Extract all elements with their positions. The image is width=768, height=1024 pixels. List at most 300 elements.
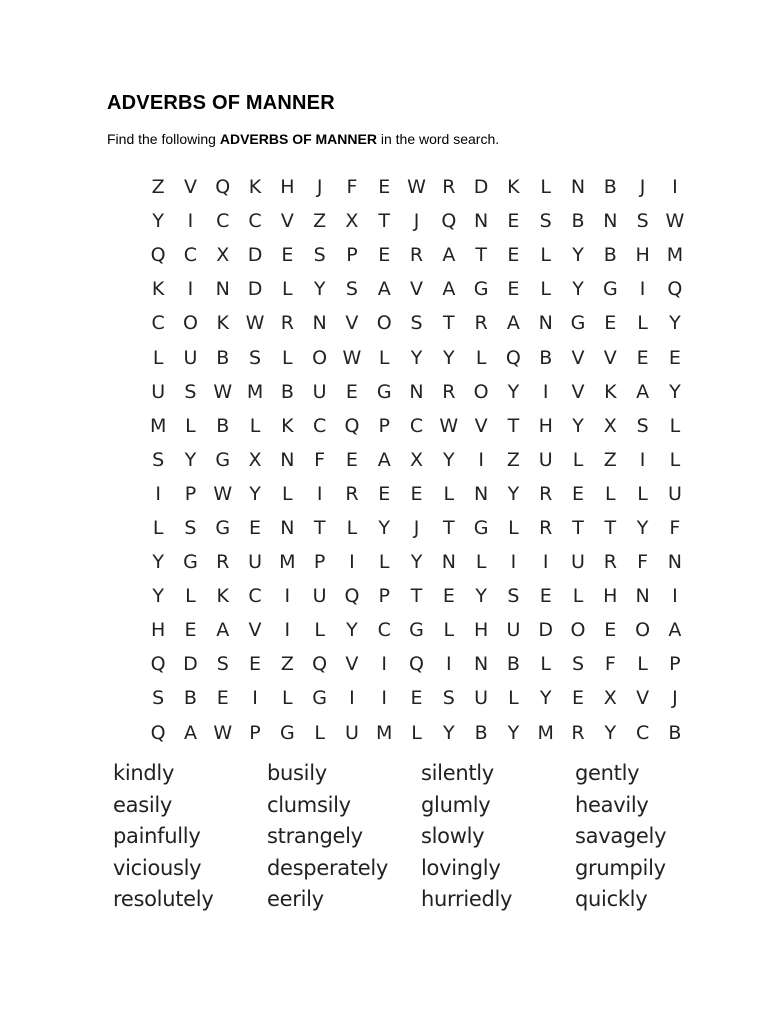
grid-letter: V <box>410 278 424 301</box>
grid-letter: R <box>345 482 359 505</box>
grid-letter: U <box>538 448 553 471</box>
grid-letter: I <box>510 551 517 574</box>
grid-letter: S <box>152 687 165 710</box>
word-list <box>113 758 729 916</box>
grid-letter: N <box>280 516 295 539</box>
grid-letter: Q <box>505 346 521 369</box>
grid-letter: L <box>152 516 164 539</box>
grid-letter: A <box>442 278 456 301</box>
word-list-item: eerily <box>267 887 324 912</box>
grid-letter: R <box>409 244 424 267</box>
grid-letter: L <box>411 721 422 744</box>
grid-letter: Q <box>312 653 328 676</box>
grid-letter: K <box>604 380 617 403</box>
grid-letter: N <box>215 278 230 301</box>
grid-letter: L <box>378 551 390 574</box>
grid-letter: N <box>474 482 489 505</box>
grid-letter: T <box>378 210 391 233</box>
grid-letter: F <box>314 448 326 471</box>
grid-letter: H <box>538 414 553 437</box>
word-list-item: slowly <box>421 824 485 849</box>
grid-letter: J <box>413 516 420 539</box>
grid-letter: Y <box>636 516 649 539</box>
grid-letter: Q <box>441 210 457 233</box>
grid-letter: Y <box>410 346 423 369</box>
grid-letter: Y <box>539 687 552 710</box>
grid-letter: I <box>639 448 646 471</box>
grid-letter: R <box>571 721 585 744</box>
grid-letter: Y <box>443 346 455 369</box>
grid-letter: S <box>636 414 649 437</box>
grid-letter: S <box>410 312 423 335</box>
grid-letter: Y <box>475 585 487 608</box>
grid-letter: E <box>345 448 358 471</box>
grid-letter: U <box>248 551 262 574</box>
grid-letter: P <box>249 721 261 744</box>
grid-letter: B <box>539 346 553 369</box>
grid-letter: U <box>506 619 521 642</box>
grid-letter: Z <box>280 653 294 676</box>
grid-letter: E <box>572 687 585 710</box>
grid-letter: K <box>216 585 229 608</box>
page-title: ADVERBS OF MANNER <box>107 92 335 114</box>
grid-letter: R <box>442 176 456 199</box>
grid-letter: T <box>443 312 455 335</box>
grid-letter: S <box>571 653 585 676</box>
grid-letter: B <box>183 687 197 710</box>
grid-letter: I <box>349 687 355 710</box>
grid-letter: L <box>249 414 261 437</box>
grid-letter: E <box>410 482 423 505</box>
instructions <box>107 131 499 147</box>
grid-letter: L <box>443 482 455 505</box>
grid-letter: P <box>346 244 358 267</box>
grid-letter: X <box>603 687 617 710</box>
grid-letter: E <box>249 516 262 539</box>
grid-letter: A <box>442 244 456 267</box>
grid-letter: F <box>604 653 616 676</box>
grid-letter: E <box>668 346 681 369</box>
grid-letter: A <box>377 278 391 301</box>
grid-letter: K <box>248 176 262 199</box>
grid-letter: V <box>345 312 359 335</box>
grid-letter: O <box>473 380 489 403</box>
grid-letter: C <box>635 721 650 744</box>
grid-letter: L <box>637 312 648 335</box>
grid-letter: F <box>346 176 358 199</box>
grid-letter: B <box>571 210 585 233</box>
grid-letter: S <box>184 516 197 539</box>
grid-letter: Y <box>346 619 358 642</box>
grid-letter: L <box>282 687 293 710</box>
grid-letter: F <box>669 516 681 539</box>
grid-letter: V <box>571 346 585 369</box>
grid-letter: I <box>446 653 452 676</box>
grid-letter: V <box>183 176 197 199</box>
grid-letter: F <box>637 551 649 574</box>
grid-letter: X <box>345 210 359 233</box>
grid-letter: V <box>280 210 294 233</box>
word-list-item: viciously <box>113 855 202 880</box>
grid-letter: G <box>279 721 295 744</box>
grid-letter: R <box>280 312 294 335</box>
word-list-item: busily <box>267 761 327 785</box>
word-list-item: grumpily <box>575 855 666 880</box>
grid-letter: S <box>442 687 455 710</box>
grid-letter: N <box>280 448 295 471</box>
word-list-item: painfully <box>113 824 201 849</box>
grid-letter: L <box>669 448 681 471</box>
word-search-grid <box>142 170 691 750</box>
grid-letter: T <box>410 585 423 608</box>
grid-letter: Q <box>667 278 683 301</box>
grid-letter: L <box>185 414 196 437</box>
grid-letter: H <box>603 585 618 608</box>
grid-letter: X <box>603 414 617 437</box>
grid-letter: S <box>507 585 520 608</box>
grid-letter: Y <box>507 380 520 403</box>
grid-letter: O <box>570 619 586 642</box>
grid-letter: S <box>184 380 197 403</box>
grid-letter: W <box>342 346 362 369</box>
grid-letter: P <box>378 585 390 608</box>
grid-letter: K <box>281 414 294 437</box>
word-list-item: quickly <box>575 887 648 912</box>
grid-letter: Y <box>604 721 617 744</box>
grid-letter: V <box>571 380 585 403</box>
grid-letter: W <box>213 721 233 744</box>
grid-letter: B <box>668 721 682 744</box>
grid-letter: T <box>475 244 487 267</box>
grid-letter: Q <box>150 653 166 676</box>
grid-letter: L <box>637 482 648 505</box>
word-list-item: hurriedly <box>421 887 513 912</box>
grid-letter: Q <box>215 176 231 199</box>
grid-letter: L <box>378 346 390 369</box>
grid-letter: K <box>151 278 165 301</box>
grid-letter: L <box>637 653 648 676</box>
word-list-item: kindly <box>113 761 175 785</box>
grid-letter: Y <box>507 482 520 505</box>
grid-letter: E <box>410 687 423 710</box>
grid-letter: Q <box>344 414 360 437</box>
grid-letter: G <box>473 278 489 301</box>
grid-letter: T <box>443 516 455 539</box>
grid-letter: H <box>473 619 489 642</box>
grid-letter: W <box>213 380 233 403</box>
grid-letter: W <box>439 414 459 437</box>
grid-letter: V <box>603 346 617 369</box>
grid-letter: A <box>636 380 650 403</box>
grid-letter: I <box>672 585 678 608</box>
grid-letter: G <box>215 448 231 471</box>
grid-letter: C <box>377 619 391 642</box>
grid-letter: Y <box>572 414 584 437</box>
grid-letter: G <box>570 312 586 335</box>
grid-letter: M <box>537 721 554 744</box>
grid-letter: I <box>155 482 161 505</box>
word-list-item: savagely <box>575 824 667 849</box>
instructions-prefix: Find the following <box>107 131 220 147</box>
grid-letter: Z <box>151 176 165 199</box>
grid-letter: E <box>378 244 391 267</box>
grid-letter: G <box>602 278 618 301</box>
grid-letter: M <box>666 244 684 267</box>
grid-letter: Y <box>443 721 455 744</box>
grid-letter: G <box>409 619 424 642</box>
grid-letter: R <box>474 312 488 335</box>
grid-letter: E <box>345 380 358 403</box>
grid-letter: E <box>378 176 391 199</box>
grid-letter: D <box>183 653 198 676</box>
grid-letter: Y <box>572 278 584 301</box>
grid-letter: Y <box>313 278 326 301</box>
grid-letter: E <box>249 653 262 676</box>
grid-letter: L <box>572 448 584 471</box>
grid-letter: A <box>506 312 520 335</box>
grid-letter: K <box>507 176 520 199</box>
grid-letter: W <box>407 176 426 199</box>
grid-letter: L <box>669 414 681 437</box>
word-list-item: gently <box>575 761 640 785</box>
grid-letter: L <box>540 653 551 676</box>
grid-letter: B <box>474 721 488 744</box>
grid-letter: E <box>507 244 520 267</box>
grid-letter: L <box>185 585 196 608</box>
grid-letter: B <box>506 653 520 676</box>
grid-letter: K <box>216 312 229 335</box>
grid-letter: A <box>216 619 230 642</box>
grid-letter: B <box>216 346 230 369</box>
grid-letter: N <box>635 585 650 608</box>
grid-letter: B <box>216 414 230 437</box>
grid-letter: R <box>539 482 553 505</box>
grid-letter: I <box>542 551 549 574</box>
grid-letter: B <box>603 176 617 199</box>
grid-letter: J <box>316 176 323 199</box>
grid-letter: I <box>542 380 549 403</box>
grid-letter: I <box>672 176 678 199</box>
grid-letter: I <box>316 482 323 505</box>
grid-letter: Y <box>572 244 584 267</box>
grid-letter: L <box>475 551 487 574</box>
grid-letter: L <box>282 482 293 505</box>
grid-letter: N <box>474 210 489 233</box>
grid-letter: A <box>668 619 682 642</box>
grid-letter: I <box>284 619 291 642</box>
grid-letter: H <box>635 244 650 267</box>
grid-letter: S <box>216 653 229 676</box>
grid-letter: Y <box>249 482 261 505</box>
grid-letter: R <box>442 380 456 403</box>
grid-letter: M <box>279 551 296 574</box>
instructions-bold: ADVERBS OF MANNER <box>219 131 377 147</box>
grid-letter: E <box>442 585 455 608</box>
grid-letter: L <box>314 721 325 744</box>
grid-letter: E <box>184 619 197 642</box>
grid-letter: U <box>474 687 489 710</box>
grid-letter: I <box>639 278 646 301</box>
grid-letter: N <box>538 312 553 335</box>
grid-letter: H <box>151 619 166 642</box>
grid-letter: V <box>248 619 262 642</box>
grid-letter: X <box>410 448 424 471</box>
grid-letter: M <box>246 380 264 403</box>
grid-letter: C <box>248 585 262 608</box>
grid-letter: I <box>252 687 258 710</box>
grid-letter: L <box>540 176 551 199</box>
word-list-item: silently <box>421 761 494 785</box>
grid-letter: S <box>313 244 326 267</box>
grid-letter: T <box>313 516 326 539</box>
grid-letter: P <box>378 414 390 437</box>
grid-letter: M <box>149 414 167 437</box>
grid-letter: W <box>245 312 265 335</box>
grid-letter: C <box>216 210 230 233</box>
grid-letter: J <box>413 210 420 233</box>
grid-letter: S <box>636 210 649 233</box>
grid-letter: E <box>572 482 585 505</box>
grid-letter: U <box>151 380 166 403</box>
word-list-item: desperately <box>267 855 389 880</box>
grid-letter: U <box>312 380 327 403</box>
word-list-item: glumly <box>421 792 491 817</box>
grid-letter: B <box>280 380 294 403</box>
grid-letter: G <box>376 380 392 403</box>
grid-letter: L <box>508 516 519 539</box>
grid-letter: Y <box>184 448 197 471</box>
grid-letter: C <box>312 414 327 437</box>
grid-letter: M <box>376 721 393 744</box>
grid-letter: U <box>344 721 359 744</box>
grid-letter: O <box>182 312 198 335</box>
grid-letter: U <box>571 551 585 574</box>
grid-letter: D <box>247 244 263 267</box>
grid-letter: N <box>603 210 618 233</box>
grid-letter: E <box>507 278 520 301</box>
word-list-item: resolutely <box>113 887 214 912</box>
grid-letter: T <box>572 516 584 539</box>
grid-letter: N <box>667 551 682 574</box>
grid-letter: E <box>507 210 520 233</box>
grid-letter: L <box>572 585 584 608</box>
grid-letter: J <box>639 176 646 199</box>
grid-letter: G <box>312 687 327 710</box>
grid-letter: E <box>604 312 617 335</box>
grid-letter: Y <box>152 585 164 608</box>
word-list-item: lovingly <box>421 855 501 880</box>
grid-letter: Y <box>152 210 164 233</box>
grid-letter: S <box>152 448 165 471</box>
grid-letter: N <box>474 653 489 676</box>
grid-letter: I <box>349 551 355 574</box>
grid-letter: L <box>346 516 358 539</box>
word-list-item: strangely <box>267 824 363 849</box>
grid-letter: L <box>605 482 616 505</box>
grid-letter: I <box>284 585 291 608</box>
grid-letter: D <box>247 278 263 301</box>
grid-letter: V <box>636 687 650 710</box>
grid-letter: E <box>539 585 552 608</box>
grid-letter: I <box>478 448 484 471</box>
grid-letter: A <box>183 721 197 744</box>
grid-letter: Q <box>344 585 360 608</box>
grid-letter: Y <box>669 380 681 403</box>
grid-letter: N <box>570 176 586 199</box>
grid-letter: T <box>507 414 520 437</box>
grid-letter: I <box>381 653 388 676</box>
grid-letter: C <box>183 244 198 267</box>
grid-letter: L <box>152 346 164 369</box>
grid-letter: C <box>409 414 424 437</box>
grid-letter: O <box>376 312 392 335</box>
grid-letter: E <box>216 687 229 710</box>
grid-letter: Y <box>152 551 164 574</box>
grid-letter: N <box>312 312 327 335</box>
grid-letter: Q <box>150 721 166 744</box>
grid-letter: L <box>314 619 325 642</box>
grid-letter: Y <box>443 448 455 471</box>
grid-letter: S <box>249 346 262 369</box>
grid-letter: U <box>667 482 682 505</box>
grid-letter: W <box>213 482 233 505</box>
word-list-item: easily <box>113 792 173 817</box>
grid-letter: L <box>508 687 519 710</box>
grid-letter: E <box>378 482 391 505</box>
grid-letter: L <box>475 346 487 369</box>
grid-letter: Y <box>669 312 681 335</box>
grid-letter: A <box>377 448 391 471</box>
grid-letter: G <box>473 516 489 539</box>
grid-letter: L <box>540 244 551 267</box>
grid-letter: Z <box>603 448 617 471</box>
grid-letter: Y <box>507 721 520 744</box>
grid-letter: Y <box>378 516 391 539</box>
grid-letter: E <box>604 619 617 642</box>
word-list-item: clumsily <box>267 792 351 817</box>
grid-letter: V <box>474 414 488 437</box>
grid-letter: R <box>539 516 553 539</box>
grid-letter: G <box>215 516 231 539</box>
grid-letter: B <box>603 244 617 267</box>
grid-letter: D <box>538 619 554 642</box>
grid-letter: G <box>183 551 198 574</box>
grid-letter: U <box>183 346 198 369</box>
grid-letter: P <box>669 653 681 676</box>
grid-letter: P <box>184 482 197 505</box>
grid-letter: V <box>345 653 359 676</box>
word-list-item: heavily <box>575 792 649 817</box>
grid-letter: U <box>312 585 327 608</box>
grid-letter: Z <box>506 448 520 471</box>
grid-letter: L <box>282 278 293 301</box>
grid-letter: R <box>603 551 617 574</box>
grid-letter: O <box>312 346 328 369</box>
grid-letter: I <box>187 210 194 233</box>
grid-letter: I <box>381 687 388 710</box>
grid-letter: S <box>539 210 552 233</box>
grid-letter: L <box>443 619 455 642</box>
grid-letter: L <box>282 346 293 369</box>
grid-letter: Q <box>409 653 424 676</box>
grid-letter: E <box>636 346 649 369</box>
grid-letter: I <box>187 278 194 301</box>
grid-letter: C <box>151 312 165 335</box>
grid-letter: J <box>672 687 678 710</box>
grid-letter: Y <box>410 551 423 574</box>
grid-letter: H <box>280 176 295 199</box>
grid-letter: P <box>313 551 326 574</box>
